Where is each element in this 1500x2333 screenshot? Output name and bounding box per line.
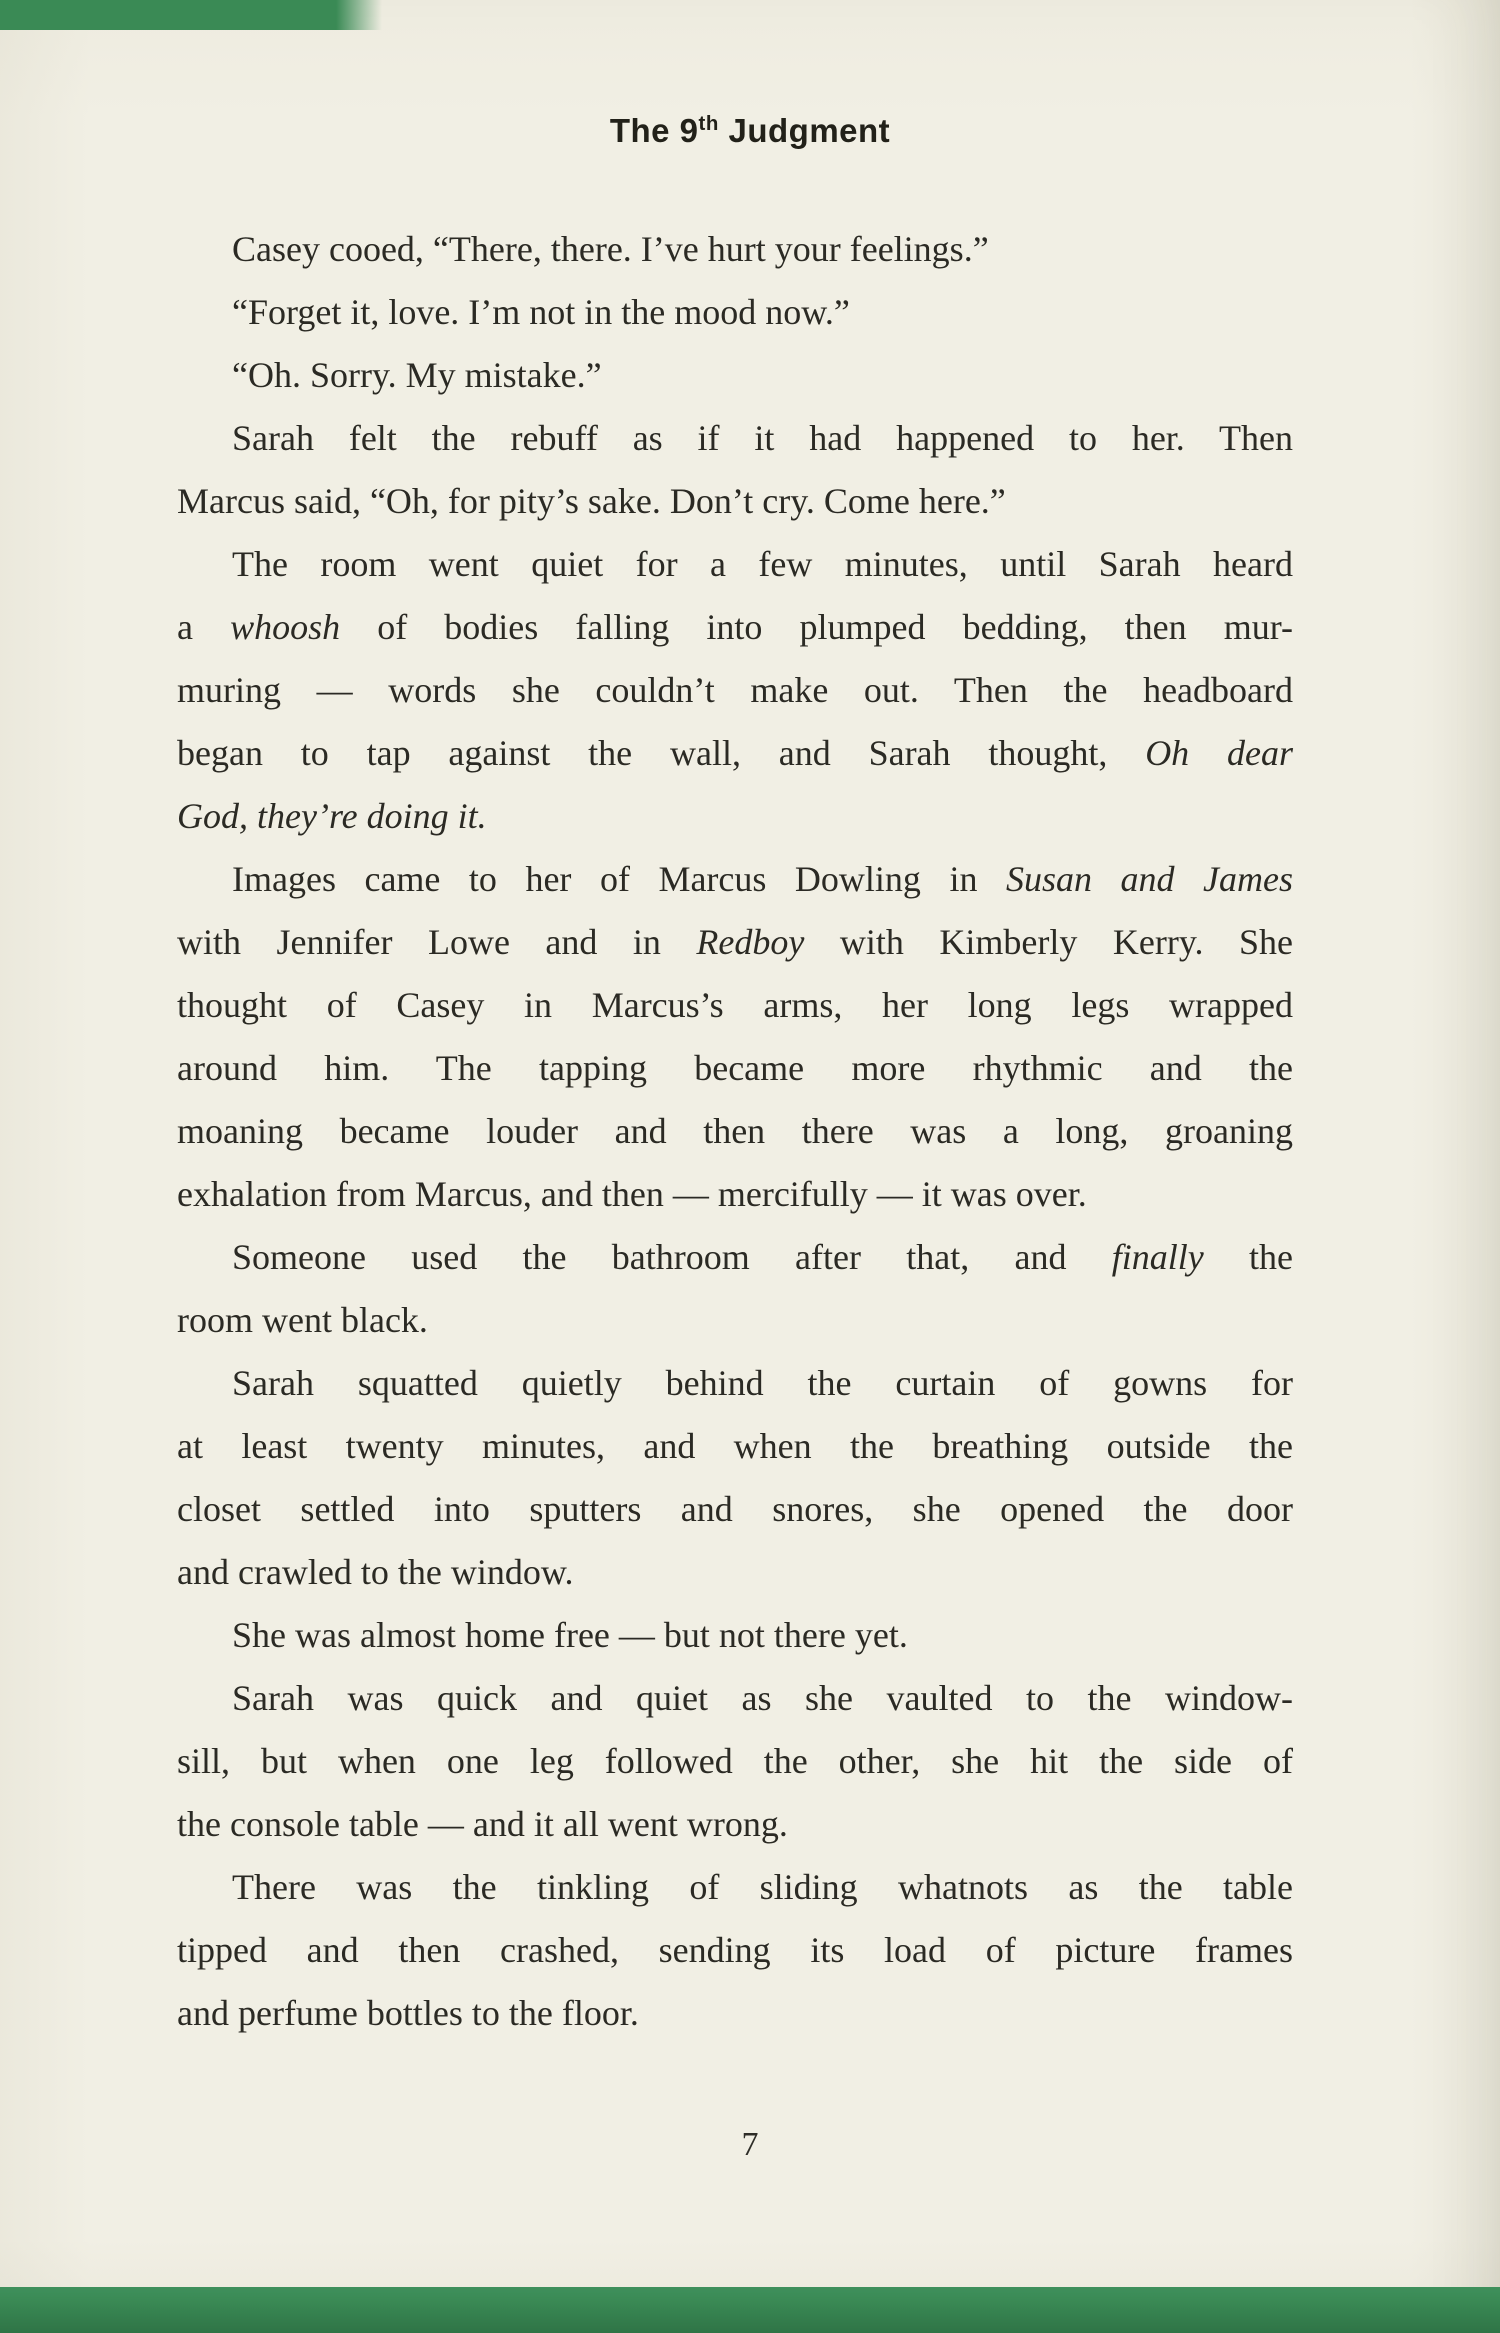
page-number: 7 — [741, 2126, 759, 2163]
text-line: sill, but when one leg followed the other, she hit the side of — [177, 1741, 1293, 1781]
running-header-title-post: Judgment — [718, 112, 891, 149]
paragraph — [177, 1226, 1293, 1352]
text-line: Sarah squatted quietly behind the curtain of gowns for — [232, 1363, 1293, 1403]
text-line: and perfume bottles to the floor. — [177, 1993, 639, 2033]
text-line: Sarah felt the rebuff as if it had happened to her. Then — [232, 418, 1293, 458]
text-line: and crawled to the window. — [177, 1552, 574, 1592]
paragraph — [177, 218, 1293, 281]
paragraph — [177, 344, 1293, 407]
text-line: There was the tinkling of sliding whatnots as the table — [232, 1867, 1293, 1907]
text-line: The room went quiet for a few minutes, until Sarah heard — [232, 544, 1293, 584]
text-line: exhalation from Marcus, and then — mercifully — it was over. — [177, 1174, 1087, 1214]
scan-artifact-top-left — [0, 0, 382, 30]
text-line: a whoosh of bodies falling into plumped bedding, then mur- — [177, 607, 1294, 647]
text-line: Casey cooed, “There, there. I’ve hurt your feelings.” — [232, 229, 989, 269]
text-line: moaning became louder and then there was a long, groaning — [177, 1111, 1293, 1151]
text-line: She was almost home free — but not there yet. — [232, 1615, 908, 1655]
text-line: closet settled into sputters and snores, she opened the door — [177, 1489, 1293, 1529]
paragraph — [177, 1856, 1293, 2045]
text-line: Sarah was quick and quiet as she vaulted to the window- — [232, 1678, 1293, 1718]
text-line: Images came to her of Marcus Dowling in Susan and James — [232, 859, 1293, 899]
running-header-title-superscript: th — [698, 112, 719, 135]
running-header-title-pre: The 9 — [609, 112, 699, 149]
text-line: Someone used the bathroom after that, and finally the — [232, 1237, 1293, 1277]
text-block — [177, 218, 1293, 2045]
text-line: Marcus said, “Oh, for pity’s sake. Don’t cry. Come here.” — [177, 481, 1006, 521]
paragraph — [177, 1604, 1293, 1667]
text-line: at least twenty minutes, and when the breathing outside the — [177, 1426, 1293, 1466]
text-line: room went black. — [177, 1300, 428, 1340]
text-line: with Jennifer Lowe and in Redboy with Kimberly Kerry. She — [177, 922, 1293, 962]
paragraph — [177, 1352, 1293, 1604]
text-line: thought of Casey in Marcus’s arms, her long legs wrapped — [177, 985, 1293, 1025]
text-line: muring — words she couldn’t make out. Then the headboard — [177, 670, 1293, 710]
text-line: God, they’re doing it. — [177, 796, 487, 836]
running-header — [0, 112, 1500, 150]
text-line: “Oh. Sorry. My mistake.” — [232, 355, 602, 395]
paragraph — [177, 281, 1293, 344]
text-line: around him. The tapping became more rhythmic and the — [177, 1048, 1293, 1088]
paragraph — [177, 407, 1293, 533]
paragraph — [177, 1667, 1293, 1856]
scan-artifact-bottom-strip — [0, 2287, 1500, 2333]
paragraph — [177, 533, 1293, 848]
text-line: “Forget it, love. I’m not in the mood now.” — [232, 292, 850, 332]
text-line: tipped and then crashed, sending its load of picture frames — [177, 1930, 1293, 1970]
text-line: the console table — and it all went wrong. — [177, 1804, 788, 1844]
text-line: began to tap against the wall, and Sarah thought, Oh dear — [177, 733, 1293, 773]
paragraph — [177, 848, 1293, 1226]
